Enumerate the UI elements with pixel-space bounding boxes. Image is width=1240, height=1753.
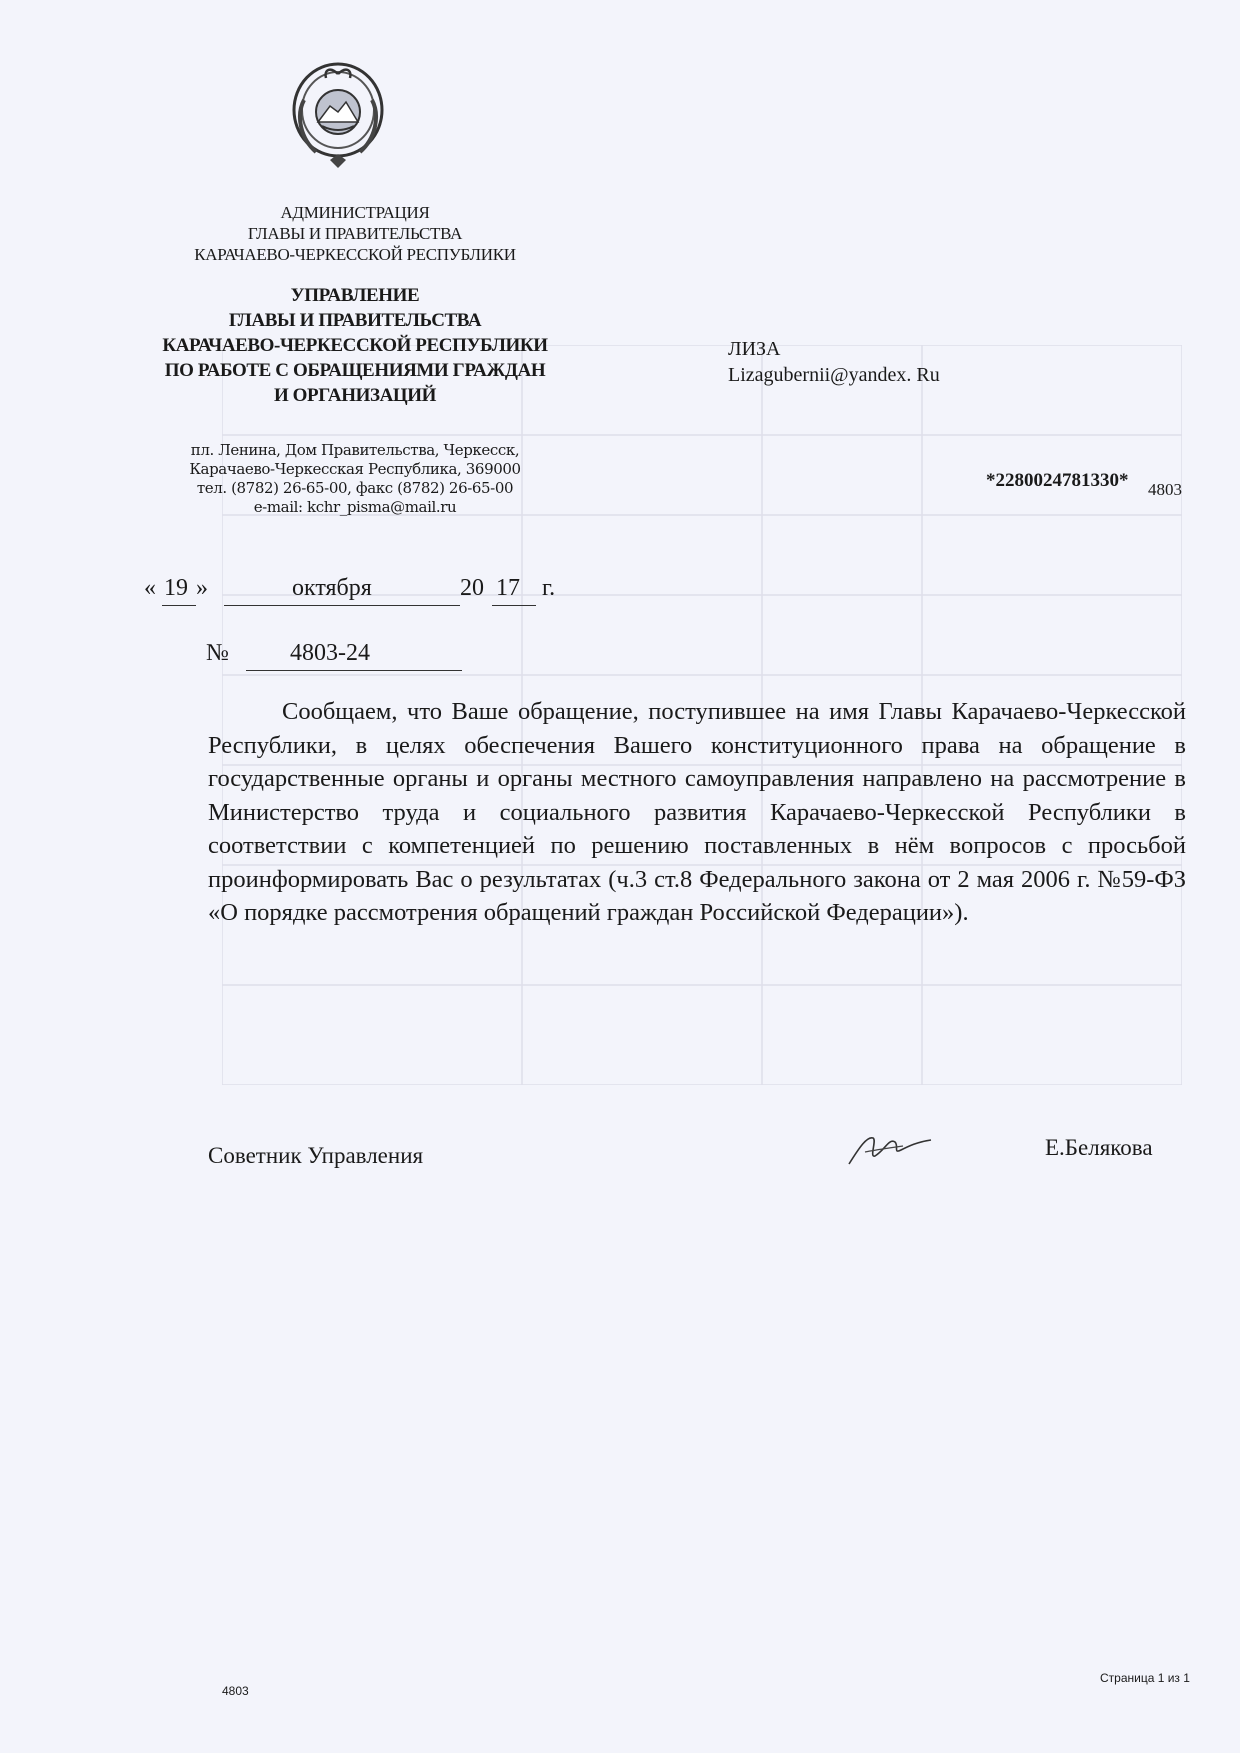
signer-position: Советник Управления	[208, 1143, 424, 1168]
address-line: пл. Ленина, Дом Правительства, Черкесск,	[190, 441, 520, 459]
date-close-quote: »	[196, 575, 208, 601]
number-value: 4803-24	[290, 640, 370, 666]
admin-line: ГЛАВЫ И ПРАВИТЕЛЬСТВА	[247, 224, 463, 243]
letter-number	[206, 640, 370, 667]
address-line: Карачаево-Черкесская Республика, 369000	[189, 460, 521, 478]
date-year-suffix: 17	[496, 575, 520, 601]
underline	[162, 605, 196, 606]
date-open-quote: «	[144, 575, 156, 601]
letter-body: Сообщаем, что Ваше обращение, поступившее на имя Главы Карачаево-Черкесской Республики, в целях обеспечения Вашего конституционного права на обращение в государственные органы и органы местного самоуправления направлено на рассмотрение в Министерство труда и социального развития Карачаево-Черкесской Республики в соответствии с компетенцией по решению поставленных в нём вопросов с просьбой проинформировать Вас о результатах (ч.3 ст.8 Федерального закона от 2 мая 2006 г. №59-ФЗ «О порядке рассмотрения обращений граждан Российской Федерации»).	[208, 698, 1186, 926]
underline	[224, 605, 460, 606]
footer-code: 4803	[222, 1684, 249, 1698]
signer-name: Е.Белякова	[1045, 1135, 1153, 1160]
dept-line: ГЛАВЫ И ПРАВИТЕЛЬСТВА	[228, 310, 482, 331]
page-indicator: Страница 1 из 1	[1100, 1671, 1190, 1685]
underline	[246, 670, 462, 671]
address-line: e-mail: kchr_pisma@mail.ru	[253, 498, 457, 516]
date-year-unit: г.	[542, 575, 556, 601]
sender-address	[150, 441, 560, 517]
address-line: тел. (8782) 26-65-00, факс (8782) 26-65-00	[196, 479, 514, 497]
coat-of-arms-emblem	[290, 60, 386, 170]
dept-line: И ОРГАНИЗАЦИЙ	[273, 385, 437, 406]
handwritten-signature	[845, 1128, 935, 1172]
underline	[492, 605, 536, 606]
department-heading	[130, 283, 580, 408]
admin-line: КАРАЧАЕВО-ЧЕРКЕССКОЙ РЕСПУБЛИКИ	[194, 245, 516, 264]
date-month: октября	[292, 575, 372, 601]
registration-code: 4803	[1148, 480, 1182, 499]
date-day: 19	[164, 575, 188, 601]
dept-line: ПО РАБОТЕ С ОБРАЩЕНИЯМИ ГРАЖДАН	[164, 360, 546, 381]
date-year-prefix: 20	[460, 575, 484, 601]
administration-heading	[150, 202, 560, 265]
admin-line: АДМИНИСТРАЦИЯ	[280, 203, 430, 222]
dept-line: УПРАВЛЕНИЕ	[290, 285, 420, 306]
dept-line: КАРАЧАЕВО-ЧЕРКЕССКОЙ РЕСПУБЛИКИ	[162, 335, 548, 356]
recipient-block	[728, 336, 940, 388]
recipient-email: Lizagubernii@yandex. Ru	[728, 364, 940, 386]
number-sign: №	[206, 640, 229, 666]
barcode-number: *2280024781330*	[986, 470, 1129, 491]
recipient-name: ЛИЗА	[728, 338, 781, 360]
